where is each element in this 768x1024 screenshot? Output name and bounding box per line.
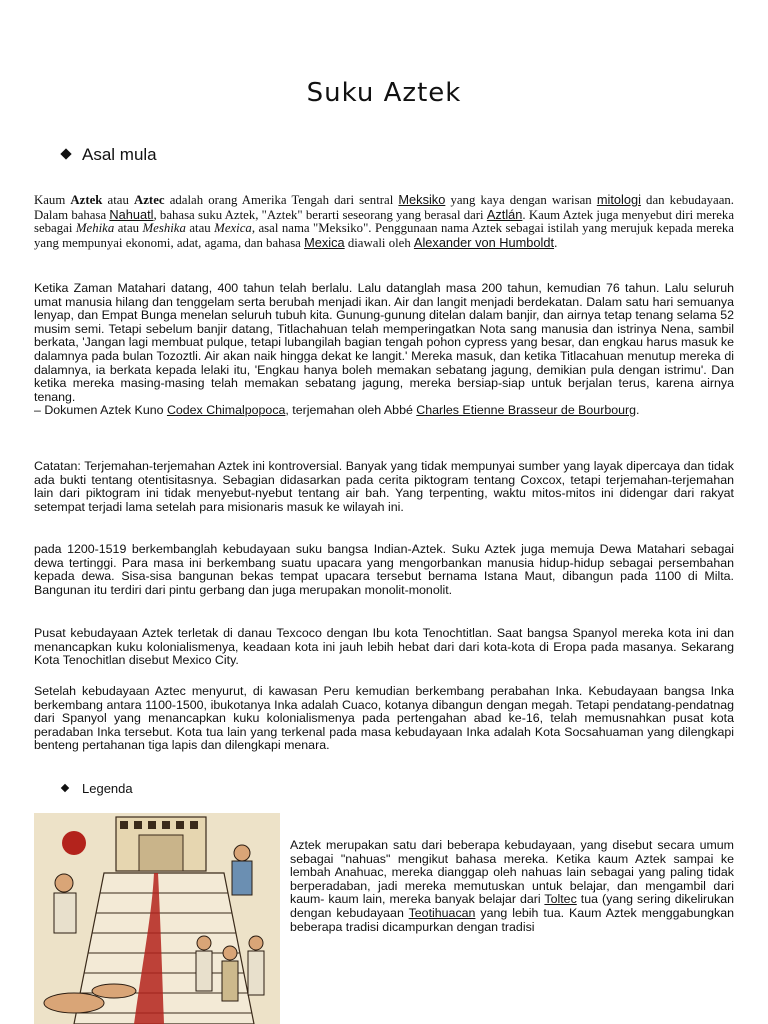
- codex-illustration: [34, 813, 280, 1024]
- paragraph-legend-quote: Ketika Zaman Matahari datang, 400 tahun telah berlalu. Lalu datanglah masa 200 tahun, kemudian 76 tahun. Lalu seluruh umat manusia hilang dan tenggelam serta berubah menjadi ikan. Air dan langit menjadi berdekatan. Dalam satu hari semuanya lenyap, dan Empat Bunga menelan seluruh tubuh kita. Gunung-gunung ditelan dalam banjir, dan airnya tetap tenang selama 52 musim semi. Tetapi sebelum banjir datang, Titlachahuan telah memperingatkan Nota sang manusia dan istrinya Nena, sambil berkata, 'Jangan lagi membuat pulque, tetapi lubangilah bagian tengah pohon cypress yang besar, dan engkau harus masuk ke dalamnya pada bulan Tozoztli. Air akan naik hingga dekat ke langit.' Mereka masuk, dan ketika Titlacahuan menutup mereka di dalamnya, ia berkata kepada lelaki itu, 'Engkau hanya boleh memakan sebatang jagung, demikian pula dengan istrimu'. Dan ketika mereka masing-masing telah memakan sebatang jagung, mereka bersiap-siap untuk berjalan terus, karena airnya tenang. – Dokumen Aztek Kuno Codex Chimalpopoca, terjemahan oleh Abbé Charles Etienne Brasseur de Bourbourg.: [34, 281, 734, 418]
- diamond-bullet-icon: [61, 783, 69, 791]
- page-title: Suku Aztek: [306, 78, 462, 108]
- codex-illustration-svg: [34, 813, 280, 1024]
- paragraph-nahuas: Aztek merupakan satu dari beberapa kebudayaan, yang disebut secara umum sebagai "nahuas" mengikut bahasa mereka. Ketika kaum Aztek sampai ke lembah Anahuac, mereka dianggap oleh nahuas lain sebagai yang paling tidak berperadaban, jadi mereka memutuskan untuk belajar, dan mengambil dari kaum- kaum lain, mereka banyak belajar dari Toltec tua (yang sering dikelirukan dengan kebudayaan Teotihuacan yang lebih tua. Kaum Aztek menggabungkan beberapa tradisi dicampurkan dengan tradisi: [290, 838, 734, 934]
- link-aztlan[interactable]: Aztlán: [486, 206, 523, 222]
- link-mexica[interactable]: Mexica: [304, 234, 345, 250]
- link-codex-chimalpopoca[interactable]: Codex Chimalpopoca: [166, 403, 286, 418]
- paragraph-inka: Setelah kebudayaan Aztec menyurut, di kawasan Peru kemudian berkembang perabahan Inka. Kebudayaan bangsa Inka berkembang antara 1100-1500, ibukotanya Inka adalah Cuaco, kotanya dibangun dengan megah. Tetapi pendatang-pendatnag dari Spanyol yang menancapkan kuku kolonialismenya pada pertengahan abad ke-16, telah memusnahkan pusat kota peradaban Inka tersebut. Kota tua lain yang terkenal pada masa kebudayaan Inka adalah Kota Socsahuaman yang dilengkapi benteng pertahanan tiga lapis dan dilengkapi menara.: [34, 684, 734, 753]
- paragraph-catatan: Catatan: Terjemahan-terjemahan Aztek ini kontroversial. Banyak yang tidak mempunyai sumber yang layak dipercaya dan tidak ada bukti tentang otentisitasnya. Sebagian didasarkan pada cerita piktogram tentang Coxcox, tetapi terjemahan-terjemahan lain dari piktogram ini tidak menyebut-nyebut tentang air bah. Yang terpenting, waktu mitos-mitos ini didengar dari rakyat setempat terjadi lama setelah para misionaris masuk ke wilayah ini.: [34, 459, 734, 514]
- diamond-bullet-icon: [60, 148, 71, 159]
- link-meksiko[interactable]: Meksiko: [398, 192, 446, 207]
- link-humboldt[interactable]: Alexander von Humboldt: [413, 234, 555, 250]
- section-heading-legenda: Legenda: [62, 781, 133, 796]
- section-heading-asal-mula: Asal mula: [62, 145, 157, 165]
- link-nahuatl[interactable]: Nahuatl: [109, 206, 154, 222]
- link-brasseur[interactable]: Charles Etienne Brasseur de Bourbourg: [416, 403, 637, 418]
- paragraph-history: pada 1200-1519 berkembanglah kebudayaan suku bangsa Indian-Aztek. Suku Aztek juga memuja Dewa Matahari sebagai dewa tertinggi. Para masa ini berkembang suatu upacara yang mengorbankan manusia hidup-hidup sebagai persembahan kepada dewa. Sisa-sisa bangunan bekas tempat upacara tersebut bernama Istana Maut, dibangun pada 1100 di Milta. Bangunan itu terdiri dari pintu gerbang dan juga merupakan monolit-monolit.: [34, 542, 734, 597]
- paragraph-intro: Kaum Aztek atau Aztec adalah orang Amerika Tengah dari sentral Meksiko yang kaya dengan warisan mitologi dan kebudayaan. Dalam bahasa Nahuatl, bahasa suku Aztek, "Aztek" berarti seseorang yang berasal dari Aztlán. Kaum Aztek juga menyebut diri mereka sebagai Mehika atau Meshika atau Mexica, asal nama "Meksiko". Penggunaan nama Aztek sebagai istilah yang merujuk kepada mereka yang mempunyai ekonomi, adat, agama, dan bahasa Mexica diawali oleh Alexander von Humboldt.: [34, 192, 735, 250]
- link-toltec[interactable]: Toltec: [544, 892, 577, 907]
- link-teotihuacan[interactable]: Teotihuacan: [408, 905, 476, 920]
- paragraph-tenochtitlan: Pusat kebudayaan Aztek terletak di danau Texcoco dengan Ibu kota Tenochtitlan. Saat bangsa Spanyol mereka kota ini dan menancapkan kuku kolonialismenya, keadaan kota ini jauh lebih hebat dari dari kota-kota di Eropa pada masanya. Sekarang Kota Tenochitlan disebut Mexico City.: [34, 626, 734, 668]
- link-mitologi[interactable]: mitologi: [596, 192, 641, 207]
